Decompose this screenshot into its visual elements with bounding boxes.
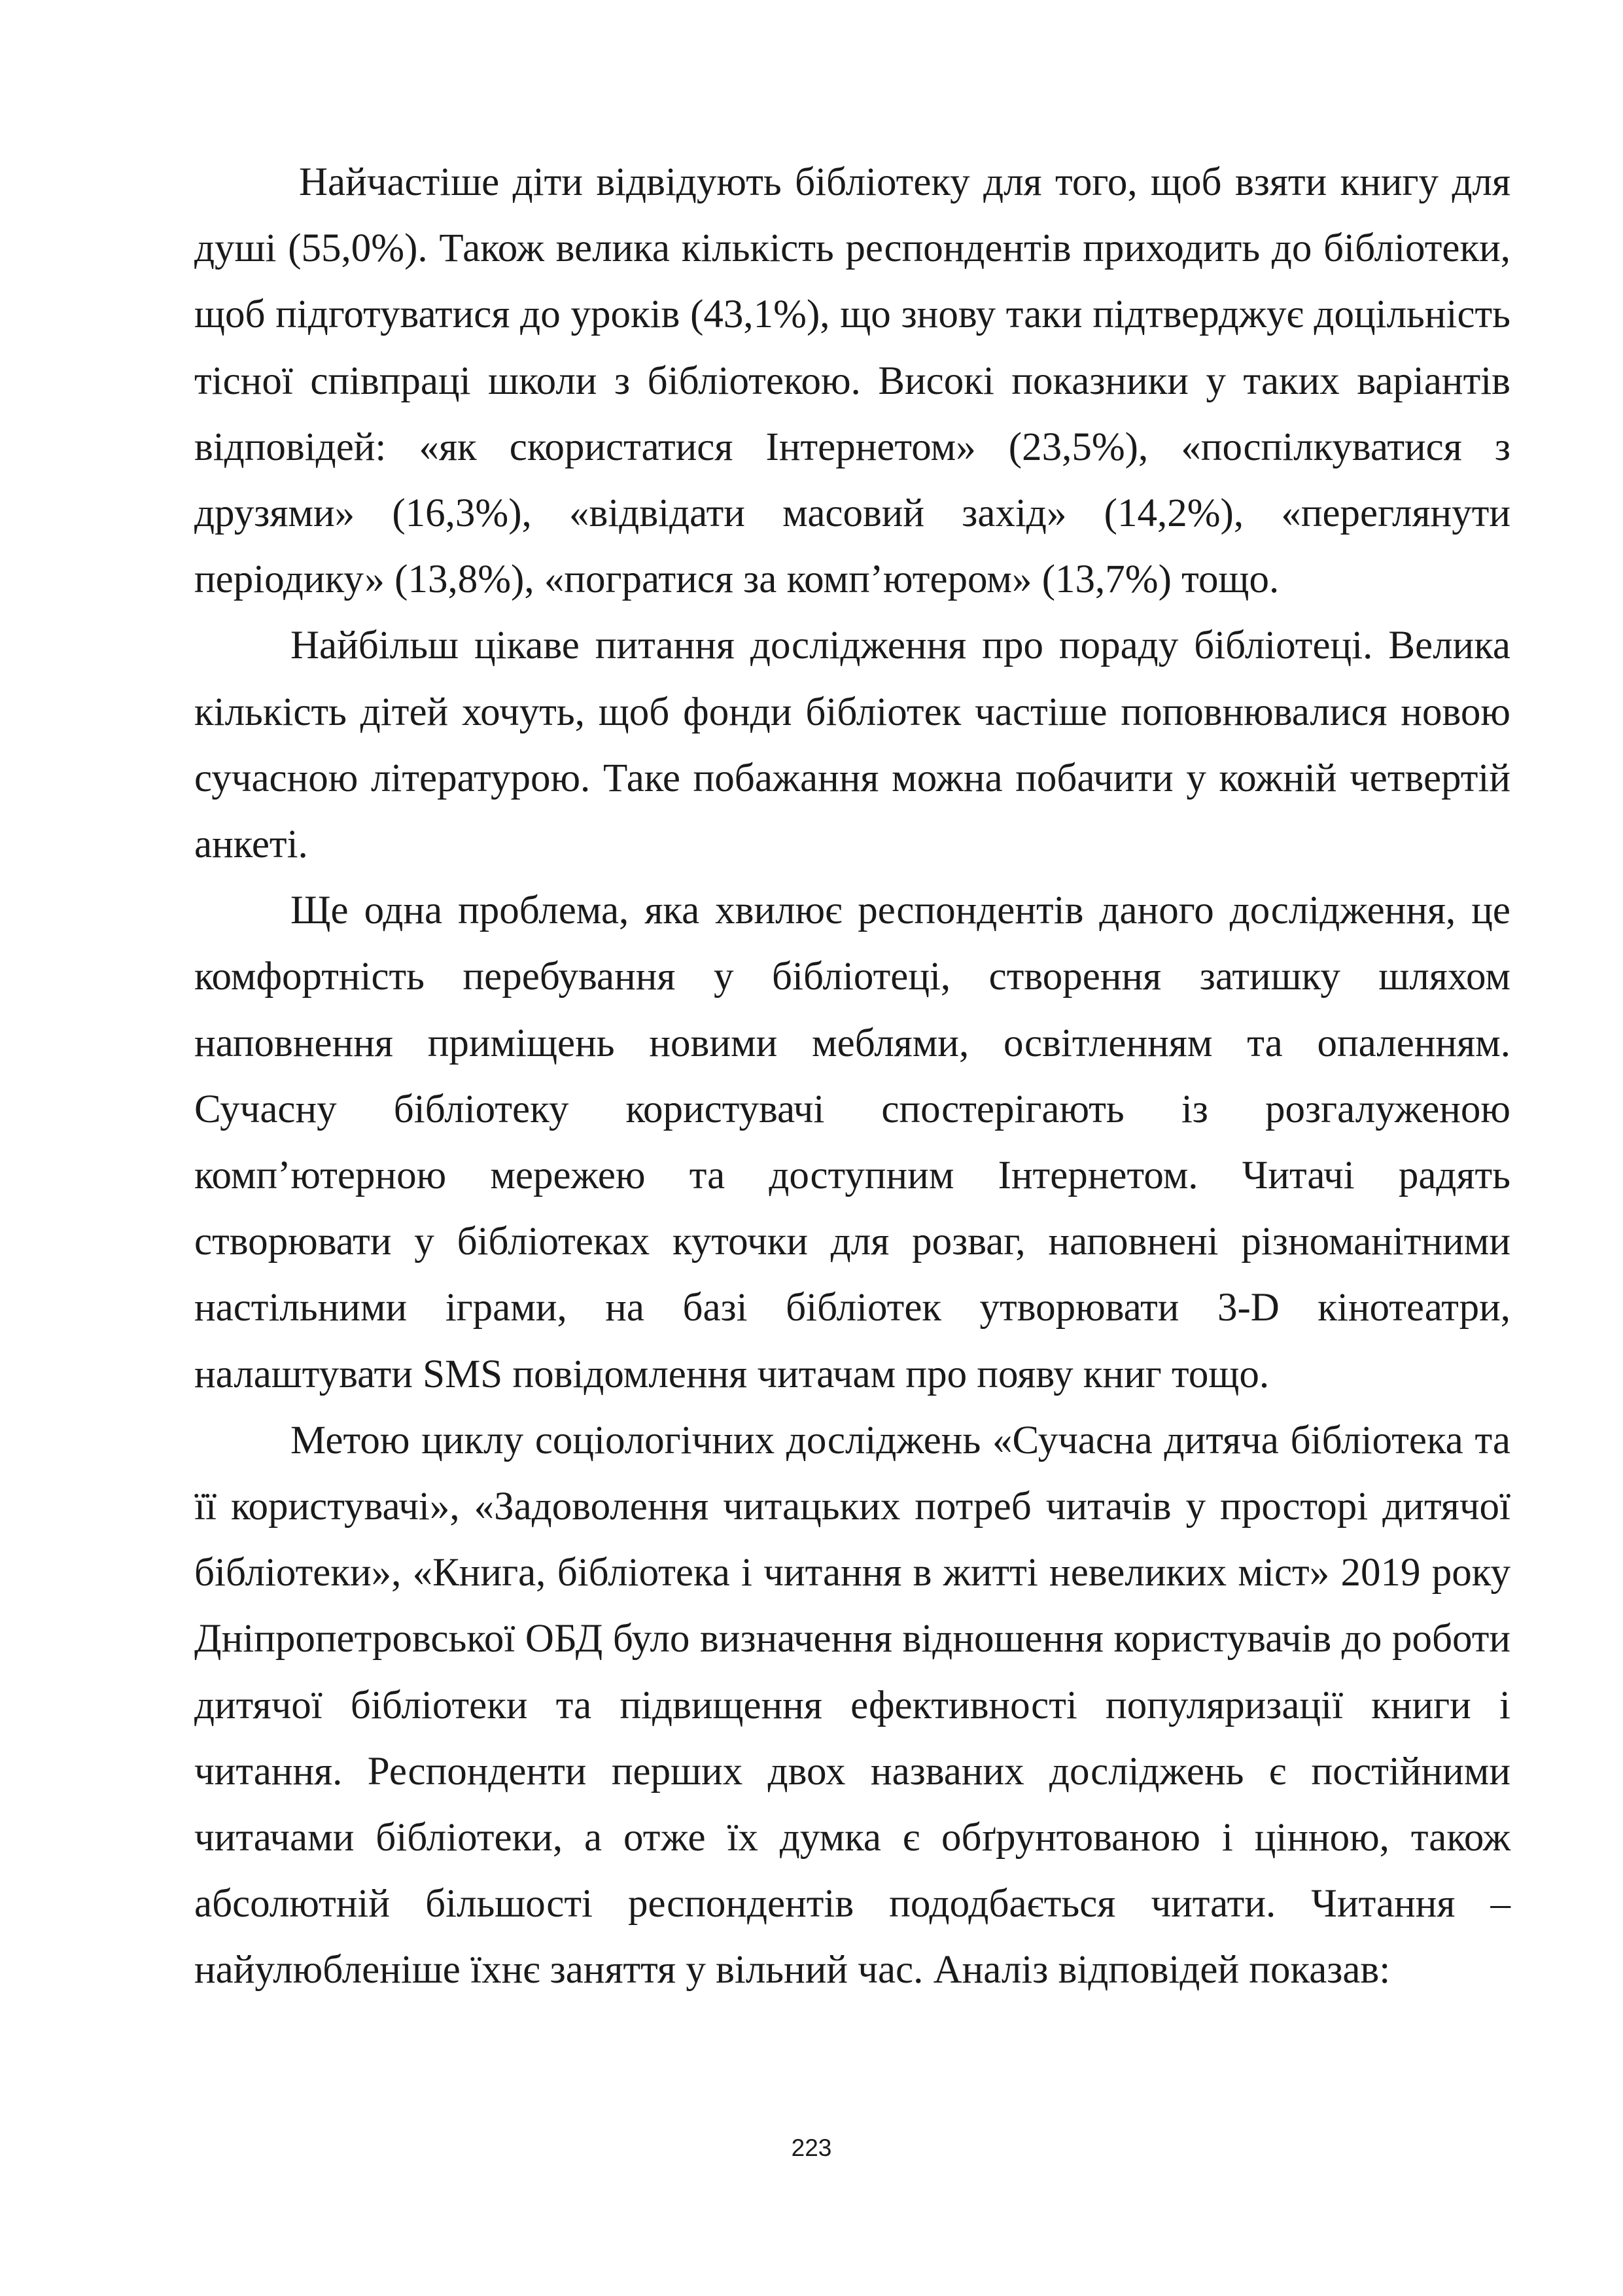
paragraph-research-goals: Метою циклу соціологічних досліджень «Сучасна дитяча бібліотека та її користувачі», «Задоволення читацьких потреб читачів у просторі дитячої бібліотеки», «Книга, бібліотека і читання в житті невеликих міст» 2019 року Дніпропетровської ОБД було визначення відношення користувачів до роботи дитячої бібліотеки та підвищення ефективності популяризації книги і читання. Респонденти перших двох названих досліджень є постійними читачами бібліотеки, а отже їх думка є обґрунтованою і цінною, також абсолютній більшості респондентів пододбається читати. Читання – найулюбленіше їхнє заняття у вільний час. Аналіз відповідей показав:	[194, 1418, 1510, 1992]
paragraph-library-advice: Найбільш цікаве питання дослідження про пораду бібліотеці. Велика кількість дітей хочуть, щоб фонди бібліотек частіше поповнювалися новою сучасною літературою. Таке побажання можна побачити у кожній четвертій анкеті.	[194, 624, 1510, 867]
body-text	[194, 149, 1510, 2004]
paragraph-library-visit-reasons: Найчастіше діти відвідують бібліотеку для того, щоб взяти книгу для душі (55,0%). Також велика кількість респондентів приходить до бібліотеки, щоб підготуватися до уроків (43,1%), що знову таки підтверджує доцільність тісної співпраці школи з бібліотекою. Високі показники у таких варіантів відповідей: «як скористатися Інтернетом» (23,5%), «поспілкуватися з друзями» (16,3%), «відвідати масовий захід» (14,2%), «переглянути періодику» (13,8%), «погратися за комп’ютером» (13,7%) тощо.	[194, 160, 1510, 602]
paragraph-library-comfort: Ще одна проблема, яка хвилює респондентів даного дослідження, це комфортність перебування у бібліотеці, створення затишку шляхом наповнення приміщень новими меблями, освітленням та опаленням. Сучасну бібліотеку користувачі спостерігають із розгалуженою комп’ютерною мережею та доступним Інтернетом. Читачі радять створювати у бібліотеках куточки для розваг, наповнені різноманітними настільними іграми, на базі бібліотек утворювати 3-D кінотеатри, налаштувати SMS повідомлення читачам про появу книг тощо.	[194, 889, 1510, 1396]
page-number: 223	[791, 2134, 832, 2161]
